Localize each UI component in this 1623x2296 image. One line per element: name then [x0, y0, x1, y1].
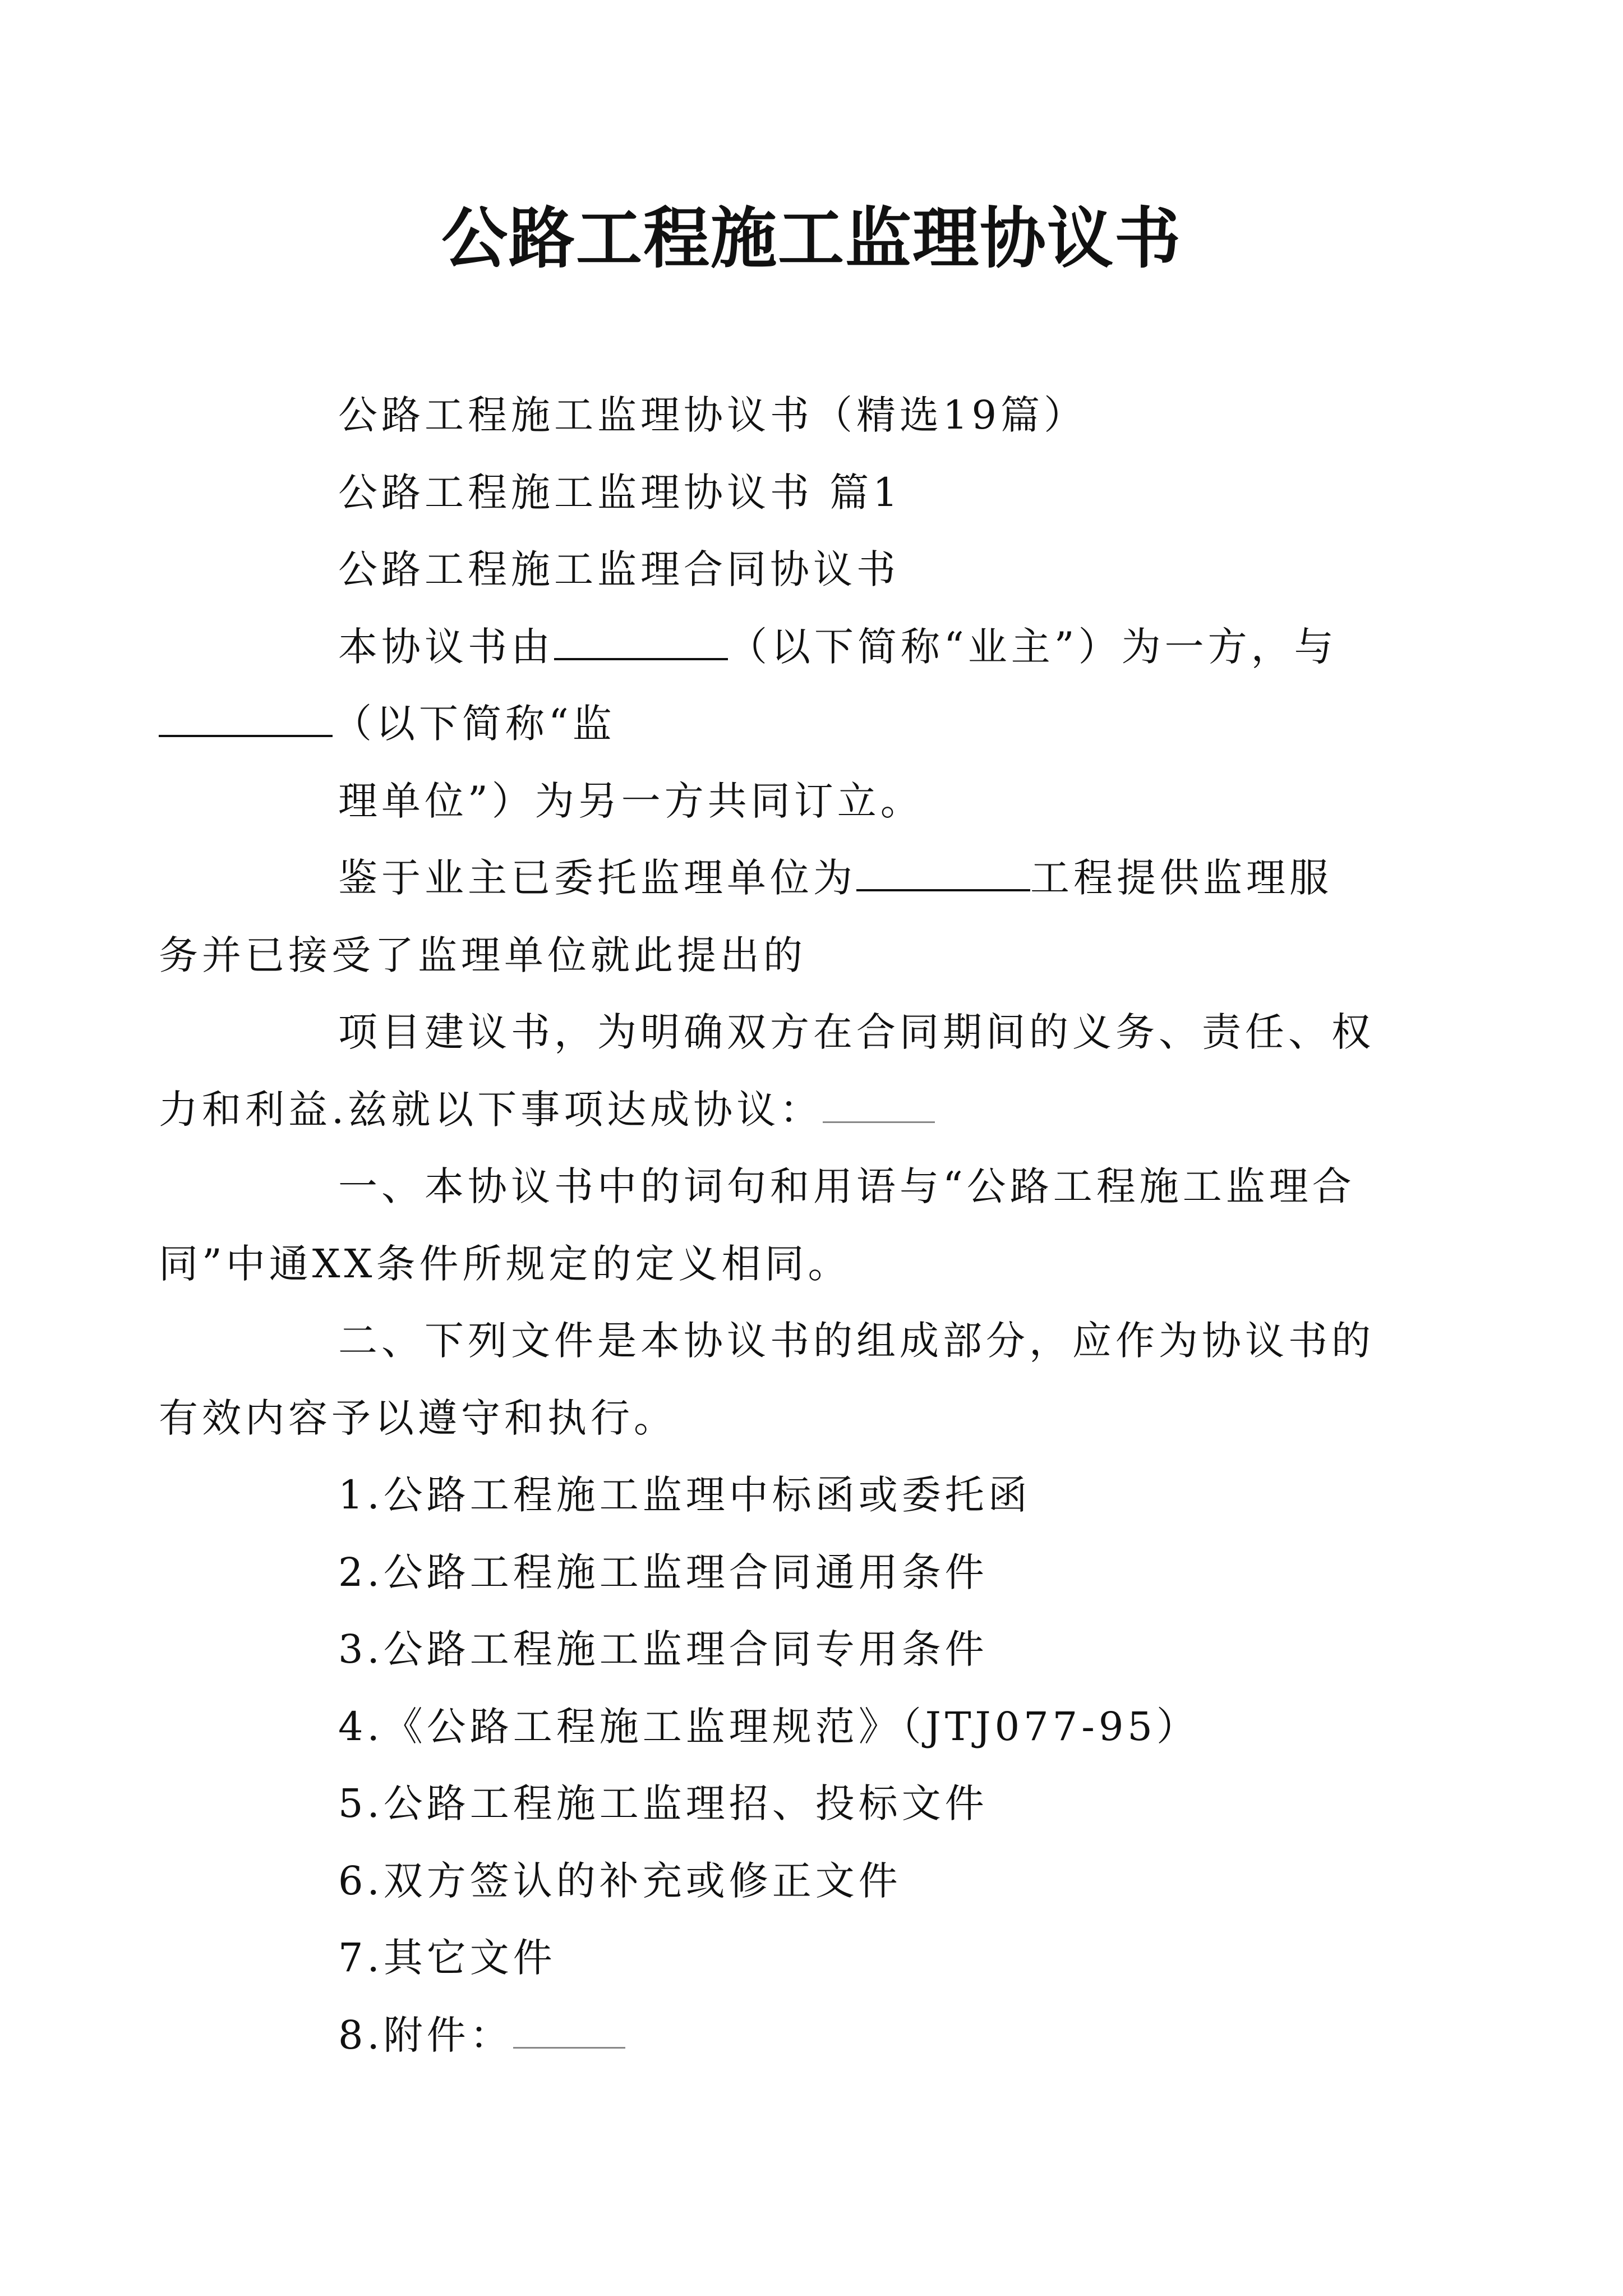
parties-text-b: （以下简称“业主”）为一方，与 — [728, 623, 1338, 670]
paragraph-parties-end: 理单位”）为另一方共同订立。 — [338, 777, 924, 824]
list-item-attachments — [248, 1997, 1380, 2074]
list-item: 3.公路工程施工监理合同专用条件 — [338, 1626, 988, 1672]
parties-text-c: （以下简称“监 — [333, 701, 616, 747]
document-body — [159, 377, 1380, 2074]
document-title: 公路工程施工监理协议书 — [441, 199, 1182, 277]
whereas-text-a: 鉴于业主已委托监理单位为 — [338, 855, 856, 901]
list-item: 7.其它文件 — [338, 1935, 556, 1981]
paragraph-clause-1-cont: 同”中通XX条件所规定的定义相同。 — [159, 1240, 851, 1287]
paragraph-contract-heading: 公路工程施工监理合同协议书 — [338, 546, 900, 592]
owner-name-blank — [554, 623, 728, 660]
list-item: 6.双方签认的补充或修正文件 — [338, 1857, 902, 1904]
proposal-text: 力和利益.兹就以下事项达成协议： — [159, 1086, 823, 1133]
whereas-text-b: 工程提供监理服 — [1030, 855, 1332, 901]
project-name-blank — [856, 854, 1030, 891]
supervisor-name-blank — [159, 700, 333, 737]
paragraph-clause-1: 一、本协议书中的词句和用语与“公路工程施工监理合 — [338, 1163, 1355, 1209]
paragraph-parties — [248, 609, 1380, 686]
list-item: 5.公路工程施工监理招、投标文件 — [338, 1780, 988, 1826]
attachments-label: 8.附件： — [338, 2012, 513, 2058]
parties-text-a: 本协议书由 — [338, 623, 554, 670]
paragraph-clause-2-cont: 有效内容予以遵守和执行。 — [159, 1395, 677, 1441]
list-item: 2.公路工程施工监理合同通用条件 — [338, 1549, 988, 1595]
paragraph-proposal: 项目建议书，为明确双方在合同期间的义务、责任、权 — [338, 1009, 1375, 1055]
list-item: 4.《公路工程施工监理规范》（JTJ077-95） — [338, 1703, 1200, 1750]
paragraph-whereas-cont: 务并已接受了监理单位就此提出的 — [159, 932, 806, 978]
paragraph-parties-cont — [159, 685, 1380, 763]
paragraph-section-heading: 公路工程施工监理协议书 篇1 — [338, 469, 902, 516]
paragraph-subtitle: 公路工程施工监理协议书（精选19篇） — [338, 392, 1087, 438]
attachments-blank — [513, 2012, 625, 2049]
paragraph-clause-2: 二、下列文件是本协议书的组成部分，应作为协议书的 — [338, 1318, 1375, 1364]
agreement-blank — [823, 1087, 935, 1123]
paragraph-whereas — [248, 840, 1380, 917]
paragraph-proposal-cont — [159, 1071, 1380, 1149]
list-item: 1.公路工程施工监理中标函或委托函 — [338, 1472, 1031, 1518]
